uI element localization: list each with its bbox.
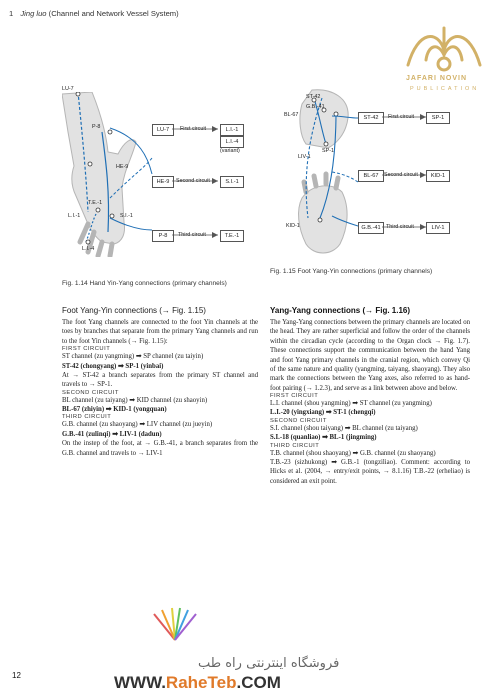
store-name: فروشگاه اینترنتی راه طب	[198, 656, 340, 671]
point-label-liv1: LIV-1	[298, 154, 311, 160]
publisher-tagline: PUBLICATION	[410, 86, 480, 92]
fig115-row1-label: First circuit	[388, 114, 415, 120]
right-line-si-bl: S.I. channel (shou taiyang) ➡ BL channel (zu taiyang)	[270, 424, 418, 432]
fig114-row1-note: (variant)	[220, 148, 240, 154]
left-line-gb-liv: G.B. channel (zu shaoyang) ➡ LIV channel (zu jueyin)	[62, 421, 213, 429]
chapter-title: Jing luo	[20, 9, 47, 18]
right-intro: The Yang-Yang connections between the primary channels are located on the head. They are rather superficial and follow the order of the channels within the circadian cycle (according to the Organ clock → Fig. 1.7). These connections support the communication between the hand Yang and foot Yang primary channels in the cranial region, which convey Qi of the same nature and quality (yangming, taiyang, shaoyang). They also mark the connections between the Yang axes, also referred to as hand-foot pairing (→ 1.2.3), and serve as a link between above and below.	[270, 319, 470, 392]
fig114-row3-label: Third circuit	[178, 232, 206, 238]
book-logo-icon	[150, 606, 200, 642]
point-label-si1: S.I.-1	[120, 213, 133, 219]
point-label-sp1: SP-1	[322, 148, 334, 154]
store-url[interactable]	[114, 673, 281, 693]
fig115-row3-to: LIV-1	[426, 222, 450, 234]
point-label-li1: L.I.-1	[68, 213, 81, 219]
right-second-circuit: SECOND CIRCUIT	[270, 417, 327, 424]
fig115-row2-to: KID-1	[426, 170, 450, 182]
fig114-row3-from: P-8	[152, 230, 174, 242]
section-heading-yang-yang: Yang-Yang connections (→ Fig. 1.16)	[270, 306, 411, 315]
right-third-circuit: THIRD CIRCUIT	[270, 442, 320, 449]
fig115-connectors	[330, 112, 358, 232]
point-label-lu7: LU-7	[62, 86, 74, 92]
fig114-connectors	[100, 118, 160, 238]
right-line-tb-gb: T.B. channel (shou shaoyang) ➡ G.B. channel (zu shaoyang)	[270, 449, 436, 457]
section-heading-foot-yang-yin: Foot Yang-Yin connections (→ Fig. 1.15)	[62, 306, 206, 315]
left-line-bl-kid: BL channel (zu taiyang) ➡ KID channel (zu shaoyin)	[62, 396, 208, 404]
fig114-row3-to: T.E.-1	[220, 230, 244, 242]
fig114-row1-extra: L.I.-4	[220, 136, 244, 148]
fig115-row2-from: BL-67	[358, 170, 384, 182]
left-line-bl67-kid1: BL-67 (zhiyin) ➡ KID-1 (yongquan)	[62, 406, 167, 413]
running-header	[9, 9, 179, 18]
point-label-gb41: G.B.-41	[306, 104, 325, 110]
left-third-circuit: THIRD CIRCUIT	[62, 414, 112, 421]
fig115-row3-label: Third circuit	[386, 224, 414, 230]
left-line-gb41-liv1: G.B.-41 (zulinqi) ➡ LIV-1 (dadun)	[62, 430, 162, 438]
fig114-row1-to: L.I.-1	[220, 124, 244, 136]
right-column	[270, 306, 470, 486]
right-line-si18-bl1: S.I.-18 (quanliao) ➡ BL-1 (jingming)	[270, 434, 377, 442]
left-line-st-sp: ST channel (zu yangming) ➡ SP channel (zu taiyin)	[62, 353, 204, 361]
fig115-caption: Fig. 1.15 Foot Yang-Yin connections (primary channels)	[270, 268, 433, 275]
point-label-p8: P-8	[92, 124, 101, 130]
fig114-row2-to: S.I.-1	[220, 176, 244, 188]
point-label-te1: T.E.-1	[88, 200, 103, 206]
fig114-arrows	[172, 120, 220, 250]
fig114-caption: Fig. 1.14 Hand Yin-Yang connections (primary channels)	[62, 280, 227, 287]
point-label-kid1: KID-1	[286, 223, 300, 229]
fig114-row2-label: Second circuit	[176, 178, 210, 184]
left-second-circuit: SECOND CIRCUIT	[62, 389, 119, 396]
fig115-row3-from: G.B.-41	[358, 222, 384, 234]
fig114-row2-from: HE-9	[152, 176, 174, 188]
fig114-row1-from: LU-7	[152, 124, 174, 136]
point-label-li4: L.I.-4	[82, 246, 95, 252]
chapter-number: 1	[9, 9, 14, 18]
point-label-st42: ST-42	[306, 94, 321, 100]
chapter-subtitle: (Channel and Network Vessel System)	[48, 9, 179, 18]
fig114-row1-label: First circuit	[180, 126, 207, 132]
left-line-gb41-branch: On the instep of the foot, at → G.B.-41, a branch separates from the G.B. channel and travels to → LIV-1	[62, 440, 258, 457]
left-line-st42-sp1: ST-42 (chongyang) ➡ SP-1 (yinbai)	[62, 362, 164, 370]
fig115-row1-to: SP-1	[426, 112, 450, 124]
left-line-st42-branch: At → ST-42 a branch separates from the primary ST channel and travels to → SP-1.	[62, 371, 258, 389]
right-line-li20-st1: L.I.-20 (yingxiang) ➡ ST-1 (chengqi)	[270, 409, 376, 417]
publisher-logo-icon	[398, 20, 490, 78]
url-suffix: .COM	[236, 673, 281, 692]
publisher-name: JAFARI NOVIN	[406, 75, 468, 82]
right-line-li-st: L.I. channel (shou yangming) ➡ ST channel (zu yangming)	[270, 400, 432, 407]
point-label-he9: HE-9	[116, 164, 129, 170]
right-first-circuit: FIRST CIRCUIT	[270, 393, 319, 399]
fig115-row1-from: ST-42	[358, 112, 384, 124]
point-label-bl67: BL-67	[284, 112, 299, 118]
left-column	[62, 306, 258, 458]
url-prefix: WWW.	[114, 673, 166, 692]
right-line-tb23-gb1: T.B.-23 (sizhukong) ➡ G.B.-1 (tongziliao). Comment: according to Hicks et al. (2004, → entry/exit points, → 8.1.16) T.B.-22 (erheliao) is considered an exit point.	[270, 458, 470, 485]
fig115-arrows	[382, 108, 426, 238]
left-intro: The foot Yang channels are connected to the foot Yin channels at the toes by branches that separate from the primary Yang channels and run to the foot Yin channels (→ Fig. 1.15):	[62, 319, 258, 345]
url-brand: RaheTeb	[165, 673, 237, 692]
page-number: 12	[12, 671, 21, 680]
fig115-row2-label: Second circuit	[384, 172, 418, 178]
left-first-circuit: FIRST CIRCUIT	[62, 346, 111, 353]
